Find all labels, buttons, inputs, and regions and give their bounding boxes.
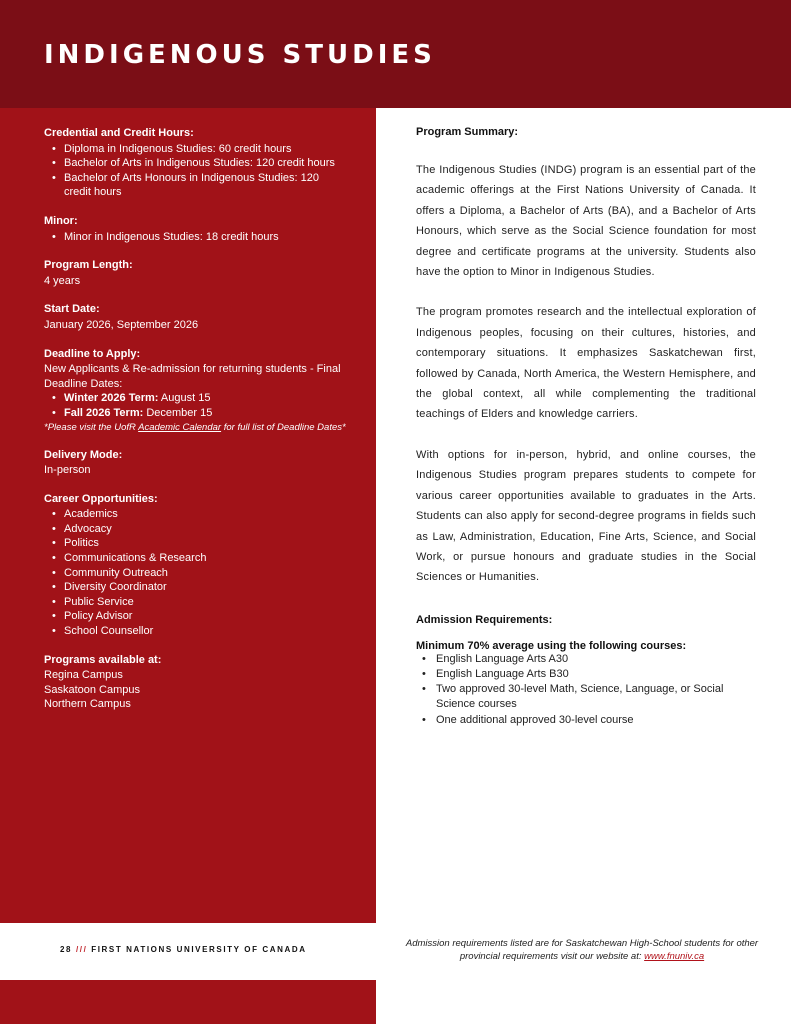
summary-paragraph: The program promotes research and the intellectual exploration of Indigenous peoples, focusing on their cultures, histories, and contemporary situations. It emphasizes Saskatchewan first, followed by Canada, North America, the Western Hemisphere, and the global context, all while complementing the traditional teachings of Elders and knowledge carriers. <box>416 306 756 421</box>
page-number: 28 <box>60 945 73 954</box>
list-item <box>44 406 348 421</box>
list-item: • Advocacy <box>44 522 348 537</box>
campus-item: Regina Campus <box>44 669 123 682</box>
summary-paragraph: With options for in-person, hybrid, and online courses, the Indigenous Studies program prepares students to compete for various career opportunities available to graduates in the Arts. Students can also apply for second-degree programs in fields such as Law, Administration, Education, Fine Arts, Science, and Social Work, or pursue honours and graduate studies in the Social Sciences or Humanities. <box>416 448 756 584</box>
list-item: • Academics <box>44 507 348 522</box>
delivery-section <box>44 448 348 478</box>
length-value: 4 years <box>44 274 81 287</box>
footer-page-label <box>60 945 307 954</box>
list-item: • Politics <box>44 536 348 551</box>
campuses-heading: Programs available at: <box>44 653 162 666</box>
list-item: • Policy Advisor <box>44 609 348 624</box>
delivery-value: In-person <box>44 464 91 477</box>
deadline-list <box>44 391 348 420</box>
deadline-term: Fall 2026 Term: <box>64 406 144 419</box>
summary-paragraph: The Indigenous Studies (INDG) program is an essential part of the academic offerings at the First Nations University of Canada. It offers a Diploma, a Bachelor of Arts (BA), and a Bachelor of Arts Honours, which serve as the Social Science foundation for most degree and certificate programs at the university. Students also have the option to Minor in Indigenous Studies. <box>416 164 756 279</box>
list-item: • One additional approved 30-level course <box>416 713 756 728</box>
list-item: • Communications & Research <box>44 551 348 566</box>
minor-section <box>44 214 348 244</box>
admission-list <box>416 652 756 728</box>
start-heading: Start Date: <box>44 303 100 316</box>
length-section <box>44 258 348 288</box>
deadline-note <box>44 421 348 434</box>
deadline-date: December 15 <box>143 406 213 419</box>
campus-item: Saskatoon Campus <box>44 683 140 696</box>
page-header <box>0 0 791 108</box>
start-section <box>44 302 348 332</box>
admission-subheading: Minimum 70% average using the following courses: <box>416 639 687 652</box>
list-item: • Community Outreach <box>44 566 348 581</box>
summary-heading: Program Summary: <box>416 126 519 138</box>
list-item: • School Counsellor <box>44 624 348 639</box>
deadline-intro: New Applicants & Re-admission for returning students - Final Deadline Dates: <box>44 363 341 390</box>
list-item: • Diploma in Indigenous Studies: 60 credit hours <box>44 142 348 157</box>
credential-list <box>44 142 348 200</box>
list-item: • Diversity Coordinator <box>44 580 348 595</box>
career-heading: Career Opportunities: <box>44 492 158 505</box>
length-heading: Program Length: <box>44 259 133 272</box>
start-value: January 2026, September 2026 <box>44 318 199 331</box>
list-item: • Bachelor of Arts Honours in Indigenous Studies: 120 credit hours <box>44 171 348 200</box>
deadline-heading: Deadline to Apply: <box>44 347 141 360</box>
sidebar-panel <box>0 108 376 923</box>
minor-list <box>44 230 348 245</box>
list-item: • Minor in Indigenous Studies: 18 credit hours <box>44 230 348 245</box>
footer-slashes: /// <box>75 945 88 954</box>
list-item: • Bachelor of Arts in Indigenous Studies: 120 credit hours <box>44 156 348 171</box>
deadline-section <box>44 347 348 434</box>
credential-section <box>44 126 348 200</box>
list-item <box>44 391 348 406</box>
career-list <box>44 507 348 638</box>
website-link[interactable]: www.fnuniv.ca <box>644 950 705 962</box>
footer-org: FIRST NATIONS UNIVERSITY OF CANADA <box>91 945 307 954</box>
footer-note <box>392 938 772 963</box>
credential-heading: Credential and Credit Hours: <box>44 127 194 139</box>
list-item: • English Language Arts A30 <box>416 652 756 667</box>
bottom-band <box>0 980 376 1024</box>
main-content <box>416 126 756 728</box>
list-item: • English Language Arts B30 <box>416 667 756 682</box>
footer-note-text: Admission requirements listed are for Saskatchewan High-School students for other provincial requirements visit our website at: <box>405 938 759 962</box>
campuses-section <box>44 653 348 712</box>
campus-item: Northern Campus <box>44 698 131 711</box>
note-text: *Please visit the UofR <box>44 421 139 433</box>
page-title: INDIGENOUS STUDIES <box>44 40 436 70</box>
career-section <box>44 492 348 639</box>
academic-calendar-link[interactable]: Academic Calendar <box>138 421 222 433</box>
delivery-heading: Delivery Mode: <box>44 448 123 461</box>
admission-heading: Admission Requirements: <box>416 613 553 626</box>
list-item: • Two approved 30-level Math, Science, Language, or Social Science courses <box>416 682 756 712</box>
list-item: • Public Service <box>44 595 348 610</box>
deadline-term: Winter 2026 Term: <box>64 392 159 405</box>
note-text: for full list of Deadline Dates* <box>221 421 346 433</box>
minor-heading: Minor: <box>44 214 78 227</box>
deadline-date: August 15 <box>158 392 211 405</box>
